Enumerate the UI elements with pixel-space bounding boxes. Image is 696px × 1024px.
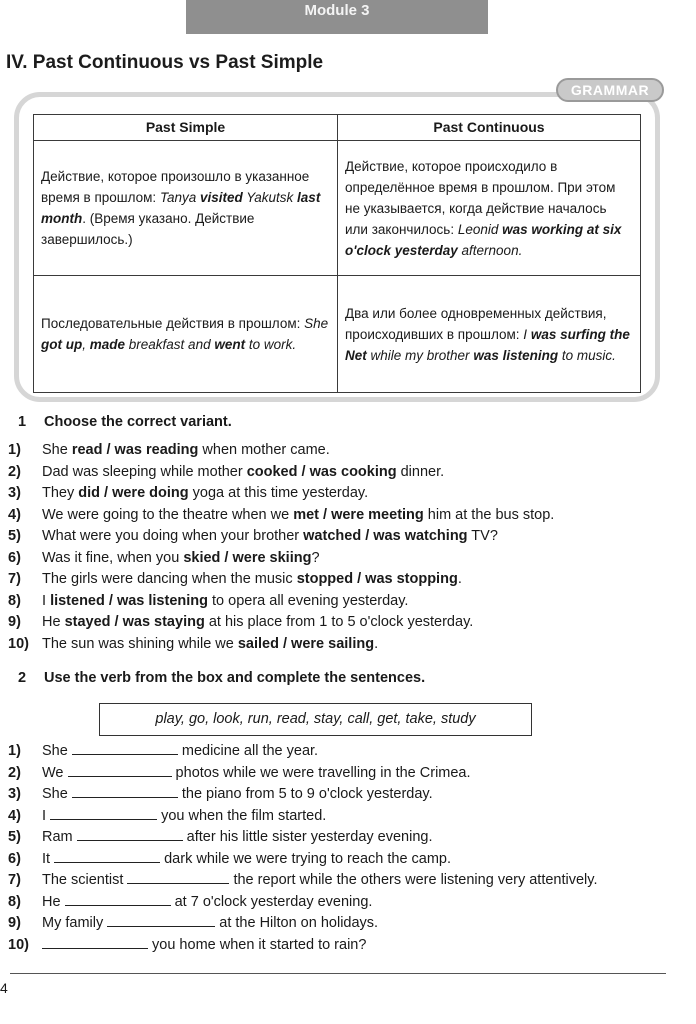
exercise-1-item: 6) Was it fine, when you skied / were skiing? (8, 549, 320, 566)
exercise-2-item: 9) My family at the Hilton on holidays. (8, 915, 379, 931)
choice-options[interactable]: skied / were skiing (183, 549, 312, 566)
exercise-1-item: 2) Dad was sleeping while mother cooked / was cooking dinner. (8, 463, 445, 480)
exercise-1-item: 8) I listened / was listening to opera all evening yesterday. (8, 592, 409, 609)
exercise-1-item: 1) She read / was reading when mother came. (8, 442, 330, 458)
past-continuous-rule-1: Действие, которое происходило в определённое время в прошлом. При этом не указывается, когда действие началось или закончилось: Leonid was working at six o'clock yesterday afternoon. (338, 141, 641, 276)
exercise-1-item: 10) The sun was shining while we sailed / were sailing. (8, 635, 379, 652)
answer-blank[interactable] (65, 892, 171, 906)
exercise-1-heading (18, 414, 232, 430)
choice-options[interactable]: watched / was watching (303, 528, 468, 544)
grammar-table-row (34, 276, 641, 393)
exercise-2-title: Use the verb from the box and complete the sentences. (44, 670, 426, 686)
exercise-2-list (8, 741, 597, 956)
past-simple-rule-2: Последовательные действия в прошлом: She got up, made breakfast and went to work. (34, 276, 338, 393)
exercise-2-item: 3) She the piano from 5 to 9 o'clock yesterday. (8, 786, 433, 802)
verb-box: play, go, look, run, read, stay, call, get, take, study (99, 703, 532, 736)
section-title: IV. Past Continuous vs Past Simple (6, 52, 324, 73)
past-continuous-rule-2: Два или более одновременных действия, происходивших в прошлом: I was surfing the Net while my brother was listening to music. (338, 276, 641, 393)
answer-blank[interactable] (72, 741, 178, 755)
col-header-past-simple: Past Simple (34, 115, 338, 141)
answer-blank[interactable] (107, 913, 215, 927)
answer-blank[interactable] (50, 806, 157, 820)
module-label: Module 3 (186, 0, 488, 34)
exercise-2-item: 7) The scientist the report while the others were listening very attentively. (8, 872, 598, 888)
answer-blank[interactable] (72, 784, 178, 798)
grammar-table-header-row (34, 115, 641, 141)
exercise-2-item: 6) It dark while we were trying to reach the camp. (8, 850, 452, 867)
exercise-2-number: 2 (18, 670, 27, 686)
choice-options[interactable]: met / were meeting (293, 506, 424, 523)
exercise-2-item: 5) Ram after his little sister yesterday evening. (8, 829, 433, 845)
choice-options[interactable]: cooked / was cooking (246, 463, 397, 480)
exercise-1-item: 7) The girls were dancing when the music stopped / was stopping. (8, 571, 462, 587)
choice-options[interactable]: read / was reading (71, 442, 199, 458)
answer-blank[interactable] (42, 935, 148, 949)
grammar-table-row (34, 141, 641, 276)
answer-blank[interactable] (68, 763, 172, 777)
exercise-2-item: 8) He at 7 o'clock yesterday evening. (8, 893, 373, 910)
answer-blank[interactable] (127, 870, 229, 884)
exercise-2-heading (18, 670, 425, 686)
grammar-table (33, 114, 641, 393)
past-simple-rule-1: Действие, которое произошло в указанное время в прошлом: Tanya visited Yakutsk last month. (Время указано. Действие завершилось.) (34, 141, 338, 276)
choice-options[interactable]: did / were doing (78, 485, 189, 501)
exercise-1-number: 1 (18, 414, 27, 430)
exercise-1-item: 9) He stayed / was staying at his place from 1 to 5 o'clock yesterday. (8, 614, 474, 630)
grammar-badge: GRAMMAR (556, 78, 664, 102)
exercise-1-item: 3) They did / were doing yoga at this time yesterday. (8, 485, 369, 501)
page-number: 4 (0, 980, 8, 996)
choice-options[interactable]: stopped / was stopping (296, 571, 458, 587)
exercise-2-item: 2) We photos while we were travelling in the Crimea. (8, 764, 471, 781)
answer-blank[interactable] (54, 849, 160, 863)
choice-options[interactable]: sailed / were sailing (237, 635, 375, 652)
exercise-2-item: 10) you home when it started to rain? (8, 936, 367, 953)
col-header-past-continuous: Past Continuous (338, 115, 641, 141)
exercise-2-item: 1) She medicine all the year. (8, 743, 319, 759)
exercise-1-list (8, 440, 554, 655)
exercise-2-item: 4) I you when the film started. (8, 807, 327, 824)
exercise-1-item: 4) We were going to the theatre when we met / were meeting him at the bus stop. (8, 506, 555, 523)
exercise-1-title: Choose the correct variant. (44, 414, 232, 430)
answer-blank[interactable] (77, 827, 183, 841)
choice-options[interactable]: stayed / was staying (64, 614, 205, 630)
choice-options[interactable]: listened / was listening (50, 592, 208, 609)
exercise-1-item: 5) What were you doing when your brother watched / was watching TV? (8, 528, 498, 544)
bottom-divider (10, 973, 666, 974)
